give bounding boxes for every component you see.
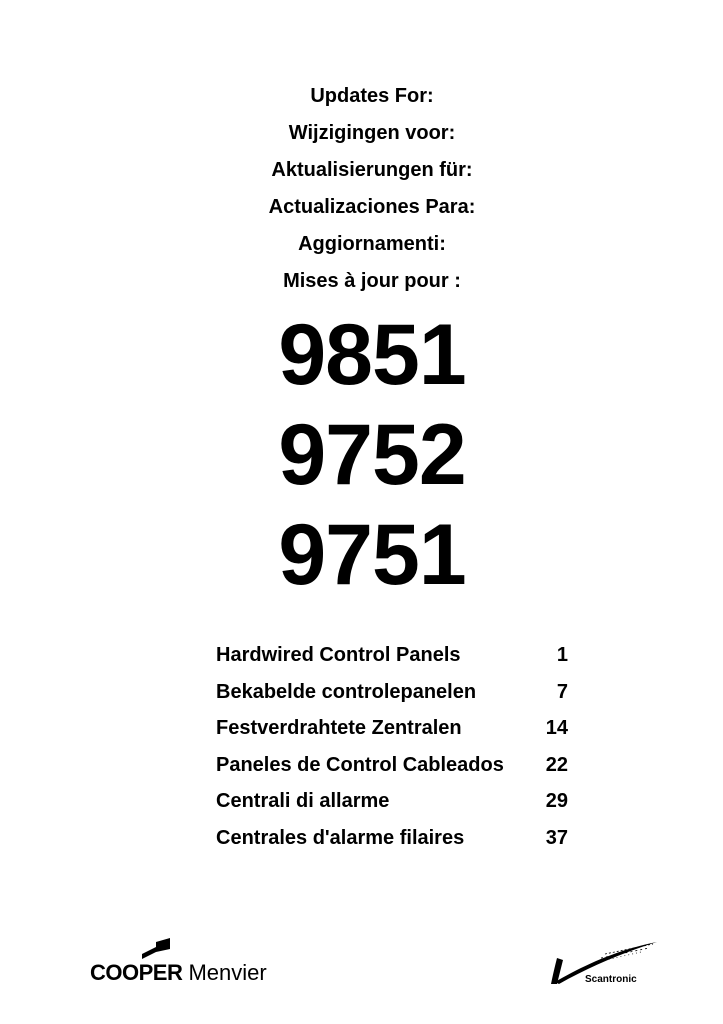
- heading-italian: Aggiornamenti:: [298, 233, 446, 255]
- toc-row: [216, 783, 568, 820]
- heading-dutch: Wijzigingen voor:: [288, 122, 456, 144]
- table-of-contents: [216, 637, 568, 856]
- cooper-menvier-logo: [90, 938, 290, 988]
- toc-row: [216, 637, 568, 674]
- cooper-wordmark: COOPER: [90, 960, 183, 985]
- toc-page-number: 29: [545, 790, 568, 812]
- heading-spanish: Actualizaciones Para:: [268, 196, 476, 218]
- heading-german: Aktualisierungen für:: [271, 159, 473, 181]
- cooper-menvier-wordmark: [90, 960, 267, 986]
- toc-title: Festverdrahtete Zentralen: [216, 717, 462, 739]
- toc-title: Hardwired Control Panels: [216, 644, 461, 666]
- toc-page-number: 7: [556, 680, 568, 703]
- toc-row: [216, 674, 568, 711]
- cooper-mark-icon: [140, 938, 174, 962]
- heading-english: Updates For:: [310, 85, 434, 107]
- toc-page-number: 1: [556, 644, 568, 666]
- toc-page-number: 22: [545, 753, 568, 776]
- model-number: 9851: [278, 307, 466, 403]
- model-numbers: [0, 305, 723, 605]
- toc-row: [216, 820, 568, 857]
- toc-title: Centrales d'alarme filaires: [216, 826, 465, 849]
- toc-page-number: 37: [545, 826, 568, 849]
- model-number: 9752: [278, 407, 466, 503]
- update-headings: [0, 78, 723, 300]
- toc-title: Bekabelde controlepanelen: [216, 680, 477, 703]
- heading-french: Mises à jour pour :: [283, 270, 461, 292]
- scantronic-logo: [545, 938, 665, 992]
- toc-title: Paneles de Control Cableados: [216, 753, 504, 776]
- model-number: 9751: [278, 507, 466, 603]
- scantronic-wordmark: Scantronic: [585, 974, 637, 985]
- toc-title: Centrali di allarme: [216, 790, 390, 812]
- toc-row: [216, 747, 568, 784]
- toc-row: [216, 710, 568, 747]
- toc-page-number: 14: [545, 717, 568, 739]
- menvier-wordmark: Menvier: [188, 960, 267, 985]
